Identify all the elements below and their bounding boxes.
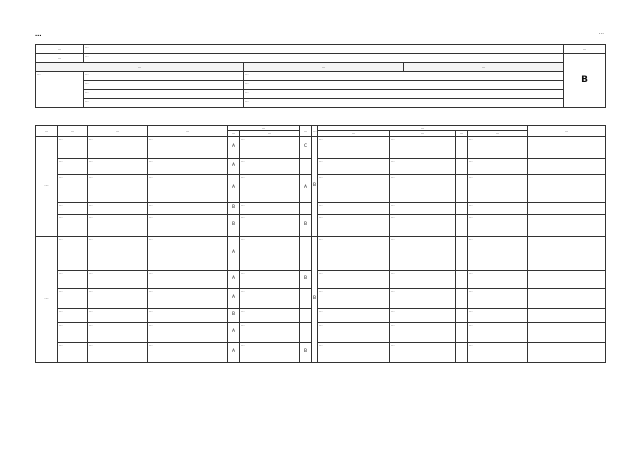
grade-cell: B — [300, 342, 312, 362]
grade-cell: B — [228, 214, 240, 236]
blank-cell — [528, 288, 606, 308]
policy-cell: … — [88, 136, 148, 158]
plan-cell: … — [390, 136, 456, 158]
indicator-cell: … — [148, 288, 228, 308]
top-cell: … — [244, 81, 564, 90]
result-cell: … — [318, 202, 390, 214]
policy-cell: … — [88, 270, 148, 288]
grade-cell — [300, 236, 312, 270]
result-cell: … — [318, 288, 390, 308]
grade-cell: A — [228, 270, 240, 288]
top-cell: … — [244, 72, 564, 81]
grade-cell: B — [300, 214, 312, 236]
table-row — [36, 174, 606, 202]
blank-cell — [456, 270, 468, 288]
result-cell: … — [318, 158, 390, 174]
indicator-cell: … — [148, 136, 228, 158]
indicator-cell: … — [148, 236, 228, 270]
table-row — [36, 214, 606, 236]
indicator-cell: … — [148, 270, 228, 288]
note-cell: … — [468, 236, 528, 270]
plan-cell: … — [390, 288, 456, 308]
grade-cell — [300, 322, 312, 342]
grade-cell — [300, 202, 312, 214]
status-cell: … — [240, 236, 300, 270]
overall-grade: B — [564, 54, 606, 108]
blank-cell — [456, 214, 468, 236]
group-grade: B — [312, 236, 318, 362]
overall-label: … — [564, 45, 606, 54]
prev-text: … — [36, 72, 84, 108]
subheader-cell: … — [318, 131, 390, 136]
item-cell: … — [58, 214, 88, 236]
indicator-cell: … — [148, 214, 228, 236]
policy-cell: … — [88, 236, 148, 270]
header-cell: … — [312, 126, 318, 137]
result-cell: … — [318, 174, 390, 202]
plan-cell: … — [390, 270, 456, 288]
result-cell: … — [318, 308, 390, 322]
policy-cell: … — [88, 158, 148, 174]
prev-label: … — [36, 63, 244, 72]
grade-cell: C — [300, 136, 312, 158]
blank-cell — [528, 308, 606, 322]
indicator-cell: … — [148, 202, 228, 214]
policy-cell: … — [88, 342, 148, 362]
top-cell: … — [84, 90, 244, 99]
item-cell: … — [58, 288, 88, 308]
grade-cell: A — [228, 158, 240, 174]
grade-cell: A — [228, 136, 240, 158]
item-cell: … — [58, 136, 88, 158]
status-cell: … — [240, 158, 300, 174]
note-cell: … — [468, 174, 528, 202]
note-cell: … — [468, 136, 528, 158]
result-cell: … — [318, 214, 390, 236]
header-cell: … — [318, 126, 528, 131]
status-cell: … — [240, 270, 300, 288]
group-grade: B — [312, 136, 318, 236]
top-cell: … — [84, 81, 244, 90]
plan-cell: … — [390, 214, 456, 236]
item-cell: … — [58, 236, 88, 270]
blank-cell — [528, 214, 606, 236]
note-cell: … — [468, 202, 528, 214]
status-cell: … — [240, 214, 300, 236]
policy-cell: … — [88, 322, 148, 342]
note-cell: … — [468, 158, 528, 174]
grade-cell: A — [228, 288, 240, 308]
subheader-cell: … — [468, 131, 528, 136]
policy-text: … — [84, 45, 564, 54]
table-row — [36, 136, 606, 158]
blank-cell — [456, 342, 468, 362]
plan-cell: … — [390, 202, 456, 214]
table-row — [36, 342, 606, 362]
grade-cell: A — [228, 236, 240, 270]
item-cell: … — [58, 322, 88, 342]
school-name: … — [598, 30, 604, 36]
table-row — [36, 322, 606, 342]
blank-cell — [456, 322, 468, 342]
policy-cell: … — [88, 308, 148, 322]
indicator-cell: … — [148, 174, 228, 202]
item-cell: … — [58, 158, 88, 174]
plan-cell: … — [390, 308, 456, 322]
result-cell: … — [318, 136, 390, 158]
grade-cell: B — [228, 202, 240, 214]
grade-cell: A — [228, 322, 240, 342]
header-cell: … — [528, 126, 606, 137]
policy-table — [35, 44, 606, 108]
item-cell: … — [58, 202, 88, 214]
evaluation-body — [36, 136, 606, 362]
top-cell: … — [84, 72, 244, 81]
evaluation-table — [35, 125, 606, 363]
status-cell: … — [240, 174, 300, 202]
grade-cell: B — [228, 308, 240, 322]
result-cell: … — [318, 270, 390, 288]
policy-cell: … — [88, 288, 148, 308]
grade-cell: A — [228, 174, 240, 202]
grade-cell: A — [228, 342, 240, 362]
grade-cell — [300, 288, 312, 308]
table-row — [36, 158, 606, 174]
plan-cell: … — [390, 158, 456, 174]
result-cell: … — [318, 236, 390, 270]
item-cell: … — [58, 174, 88, 202]
blank-cell — [528, 202, 606, 214]
result-cell: … — [318, 322, 390, 342]
plan-cell: … — [390, 342, 456, 362]
blank-cell — [456, 308, 468, 322]
note-cell: … — [468, 322, 528, 342]
status-cell: … — [240, 288, 300, 308]
indicator-cell: … — [148, 308, 228, 322]
plan-cell: … — [390, 236, 456, 270]
grade-cell: B — [300, 270, 312, 288]
header-cell: … — [36, 126, 58, 137]
indicator-cell: … — [148, 342, 228, 362]
grade-cell — [300, 158, 312, 174]
grade-cell: A — [300, 174, 312, 202]
indicator-cell: … — [148, 158, 228, 174]
table-row — [36, 288, 606, 308]
group-label: … — [36, 136, 58, 236]
blank-cell — [528, 270, 606, 288]
note-cell: … — [468, 288, 528, 308]
table-row — [36, 202, 606, 214]
status-cell: … — [240, 136, 300, 158]
subheader-cell: … — [456, 131, 468, 136]
plan-cell: … — [390, 174, 456, 202]
grade-cell — [300, 308, 312, 322]
item-cell: … — [58, 308, 88, 322]
subheader-cell: … — [240, 131, 300, 136]
policy-cell: … — [88, 202, 148, 214]
blank-cell — [456, 136, 468, 158]
page-title: … — [35, 30, 42, 38]
note-cell: … — [468, 214, 528, 236]
blank-cell — [456, 158, 468, 174]
subheader-cell: … — [390, 131, 456, 136]
status-cell: … — [240, 342, 300, 362]
item-cell: … — [58, 342, 88, 362]
focus-label: … — [36, 54, 84, 63]
blank-cell — [528, 158, 606, 174]
blank-cell — [528, 322, 606, 342]
top-cell: … — [84, 99, 244, 108]
header-cell: … — [228, 126, 300, 131]
header-cell: … — [58, 126, 88, 137]
indicator-cell: … — [148, 322, 228, 342]
status-cell: … — [240, 322, 300, 342]
target-label: … — [404, 63, 564, 72]
table-row — [36, 308, 606, 322]
top-cell: … — [244, 99, 564, 108]
subheader-cell: … — [228, 131, 240, 136]
blank-cell — [528, 342, 606, 362]
blank-cell — [456, 174, 468, 202]
top-cell: … — [244, 90, 564, 99]
blank-cell — [528, 174, 606, 202]
mid-label: … — [244, 63, 404, 72]
blank-cell — [528, 236, 606, 270]
table-row — [36, 270, 606, 288]
header-cell: … — [88, 126, 148, 137]
blank-cell — [456, 288, 468, 308]
item-cell: … — [58, 270, 88, 288]
header-cell: … — [300, 126, 312, 137]
note-cell: … — [468, 342, 528, 362]
blank-cell — [456, 202, 468, 214]
blank-cell — [528, 136, 606, 158]
group-label: … — [36, 236, 58, 362]
policy-cell: … — [88, 174, 148, 202]
note-cell: … — [468, 308, 528, 322]
note-cell: … — [468, 270, 528, 288]
status-cell: … — [240, 308, 300, 322]
result-cell: … — [318, 342, 390, 362]
table-row — [36, 236, 606, 270]
plan-cell: … — [390, 322, 456, 342]
blank-cell — [456, 236, 468, 270]
focus-text: … — [84, 54, 564, 63]
policy-label: … — [36, 45, 84, 54]
policy-cell: … — [88, 214, 148, 236]
header-cell: … — [148, 126, 228, 137]
status-cell: … — [240, 202, 300, 214]
